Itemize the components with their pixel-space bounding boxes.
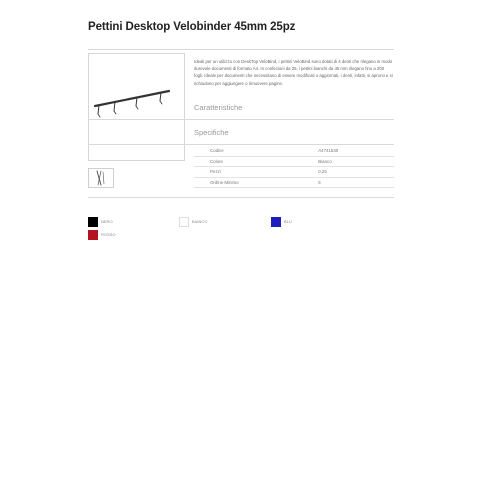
spec-label: Pezzi — [194, 167, 289, 178]
color-label-black: NERO — [101, 219, 113, 224]
features-divider — [88, 119, 394, 120]
table-row — [194, 156, 394, 167]
specs-table — [194, 146, 394, 188]
title-divider — [88, 49, 394, 50]
binding-comb-thumb-icon — [89, 169, 113, 187]
specs-heading[interactable]: Specifiche — [194, 128, 229, 137]
table-row — [194, 146, 394, 156]
spec-label: Ordine Minimo — [194, 177, 289, 188]
product-description: Ideali per un utilizzo con DeskTop VeloBind, i pettini VeloBind sono dotati di 4 denti che rilegano in modo durevole documenti di formato A4. In confezioni da 25, i pettini bianchi da 45 mm rilegano fino a 200 fogli. Ideale per documenti che necessitano di essere modificati o aggiornati, i denti, infatti, si aprono e si richiudono per aggiungere o rimuovere pagine. — [194, 59, 393, 86]
color-label-red: ROSSO — [101, 232, 116, 237]
spec-value: A4741530 — [289, 146, 394, 156]
spec-label: Colore — [194, 156, 289, 167]
product-title: Pettini Desktop Velobinder 45mm 25pz — [88, 21, 296, 33]
features-heading[interactable]: Caratteristiche — [194, 103, 243, 112]
color-swatch-red[interactable] — [88, 230, 98, 240]
color-swatch-white[interactable] — [179, 217, 189, 227]
color-label-white: BIANCO — [192, 219, 208, 224]
specs-bottom-divider — [88, 197, 394, 198]
color-swatch-black[interactable] — [88, 217, 98, 227]
spec-value: 5 — [289, 177, 394, 188]
color-label-blue: BLU — [284, 219, 292, 224]
spec-label: Codice — [194, 146, 289, 156]
specs-divider — [88, 144, 394, 145]
product-thumbnail[interactable] — [88, 168, 114, 188]
spec-value: Bianco — [289, 156, 394, 167]
table-row — [194, 177, 394, 188]
table-row — [194, 167, 394, 178]
spec-value: 0,25 — [289, 167, 394, 178]
color-swatch-blue[interactable] — [271, 217, 281, 227]
